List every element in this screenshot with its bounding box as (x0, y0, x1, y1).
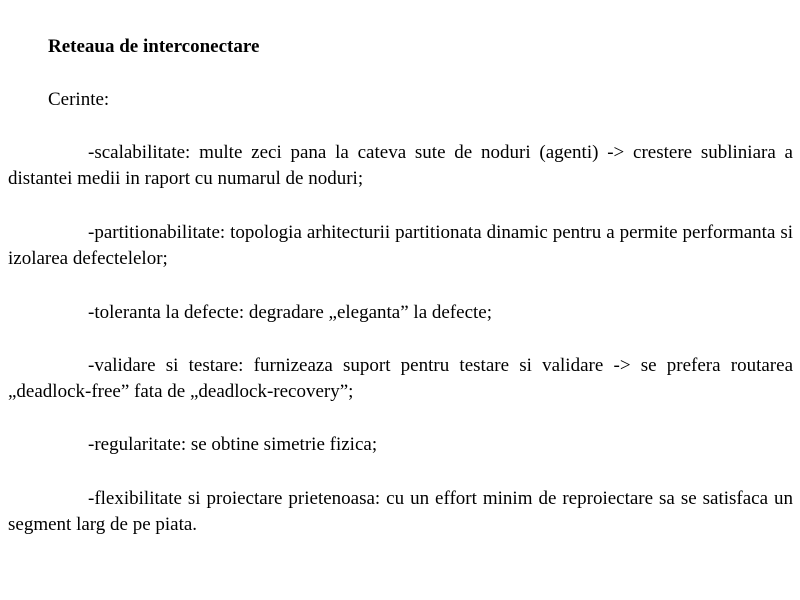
requirement-regularity: -regularitate: se obtine simetrie fizica; (88, 434, 378, 455)
requirements-heading: Cerinte: (48, 89, 110, 110)
requirement-partitionability: -partitionabilitate: topologia arhitecturii partitionata dinamic pentru a permite performanta si izolarea defectelelor; (8, 222, 793, 269)
document-title: Reteaua de interconectare (48, 36, 260, 57)
requirement-validation-testing: -validare si testare: furnizeaza suport pentru testare si validare -> se prefera routarea „deadlock-free” fata de „deadlock-recovery”; (8, 355, 793, 402)
requirement-flexibility: -flexibilitate si proiectare prietenoasa: cu un effort minim de reproiectare sa se satisfaca un segment larg de pe piata. (8, 488, 793, 535)
requirement-scalability: -scalabilitate: multe zeci pana la cateva sute de noduri (agenti) -> crestere subliniara a distantei medii in raport cu numarul de noduri; (8, 142, 793, 189)
requirement-fault-tolerance: -toleranta la defecte: degradare „eleganta” la defecte; (88, 302, 492, 323)
